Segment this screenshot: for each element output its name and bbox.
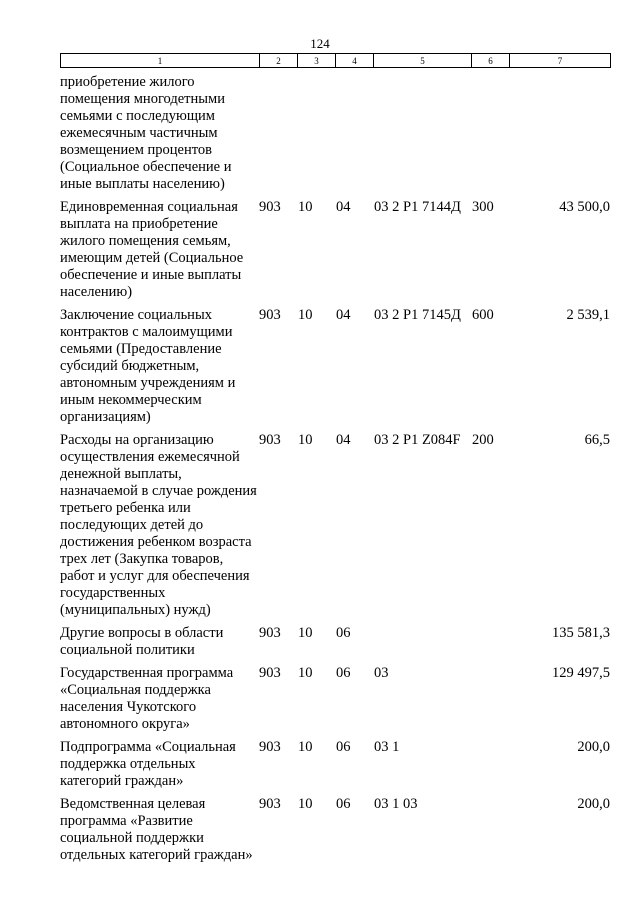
table-row: [60, 74, 612, 193]
table-row: [60, 665, 612, 733]
header-col-3: 3: [298, 54, 336, 68]
page-number: 124: [310, 36, 330, 51]
subsection-code: 06: [336, 739, 351, 755]
admin-code: 903: [259, 307, 281, 323]
amount: 43 500,0: [559, 199, 610, 215]
row-description: Государственная программа «Социальная поддержка населения Чукотского автономного округа»: [60, 665, 234, 732]
section-code: 10: [298, 625, 313, 641]
expense-type: 200: [472, 432, 494, 448]
subsection-code: 06: [336, 796, 351, 812]
target-article: 03 1: [374, 739, 400, 755]
header-col-6: 6: [472, 54, 510, 68]
target-article: 03 1 03: [374, 796, 418, 812]
row-description: приобретение жилого помещения многодетными семьями с последующим ежемесячным частичным возмещением процентов (Социальное обеспечение и иные выплаты населению): [60, 74, 232, 192]
budget-table: [60, 74, 612, 864]
amount: 135 581,3: [552, 625, 610, 641]
target-article: 03 2 Р1 7144Д: [374, 199, 461, 215]
row-description: Заключение социальных контрактов с малоимущими семьями (Предоставление субсидий бюджетным, автономным учреждениям и иным некоммерческим организациям): [60, 307, 236, 425]
table-row: [60, 432, 612, 619]
target-article: 03: [374, 665, 389, 681]
header-col-7: 7: [510, 54, 611, 68]
admin-code: 903: [259, 739, 281, 755]
admin-code: 903: [259, 199, 281, 215]
header-col-2: 2: [260, 54, 298, 68]
amount: 2 539,1: [566, 307, 610, 323]
row-description: Подпрограмма «Социальная поддержка отдельных категорий граждан»: [60, 739, 236, 789]
amount: 66,5: [584, 432, 610, 448]
column-header-row: [60, 53, 611, 68]
section-code: 10: [298, 307, 313, 323]
table-row: [60, 796, 612, 864]
table-row: [60, 625, 612, 659]
expense-type: 600: [472, 307, 494, 323]
target-article: 03 2 Р1 7145Д: [374, 307, 461, 323]
row-description: Другие вопросы в области социальной политики: [60, 625, 224, 658]
row-description: Расходы на организацию осуществления ежемесячной денежной выплаты, назначаемой в случае рождения третьего ребенка или последующих детей до достижения ребенком возраста трех лет (Закупка товаров, работ и услуг для обеспечения государственных (муниципальных) нужд): [60, 432, 257, 618]
subsection-code: 06: [336, 665, 351, 681]
target-article: 03 2 Р1 Z084F: [374, 432, 461, 448]
row-description: Ведомственная целевая программа «Развитие социальной поддержки отдельных категорий граждан»: [60, 796, 253, 863]
section-code: 10: [298, 739, 313, 755]
header-col-1: 1: [61, 54, 260, 68]
subsection-code: 06: [336, 625, 351, 641]
row-description: Единовременная социальная выплата на приобретение жилого помещения семьям, имеющим детей (Социальное обеспечение и иные выплаты населению): [60, 199, 244, 300]
admin-code: 903: [259, 665, 281, 681]
amount: 129 497,5: [552, 665, 610, 681]
subsection-code: 04: [336, 432, 351, 448]
admin-code: 903: [259, 796, 281, 812]
subsection-code: 04: [336, 307, 351, 323]
section-code: 10: [298, 796, 313, 812]
subsection-code: 04: [336, 199, 351, 215]
expense-type: 300: [472, 199, 494, 215]
admin-code: 903: [259, 625, 281, 641]
table-row: [60, 307, 612, 426]
section-code: 10: [298, 199, 313, 215]
admin-code: 903: [259, 432, 281, 448]
amount: 200,0: [577, 739, 610, 755]
header-col-4: 4: [336, 54, 374, 68]
section-code: 10: [298, 665, 313, 681]
amount: 200,0: [577, 796, 610, 812]
header-col-5: 5: [374, 54, 472, 68]
table-row: [60, 739, 612, 790]
section-code: 10: [298, 432, 313, 448]
table-row: [60, 199, 612, 301]
